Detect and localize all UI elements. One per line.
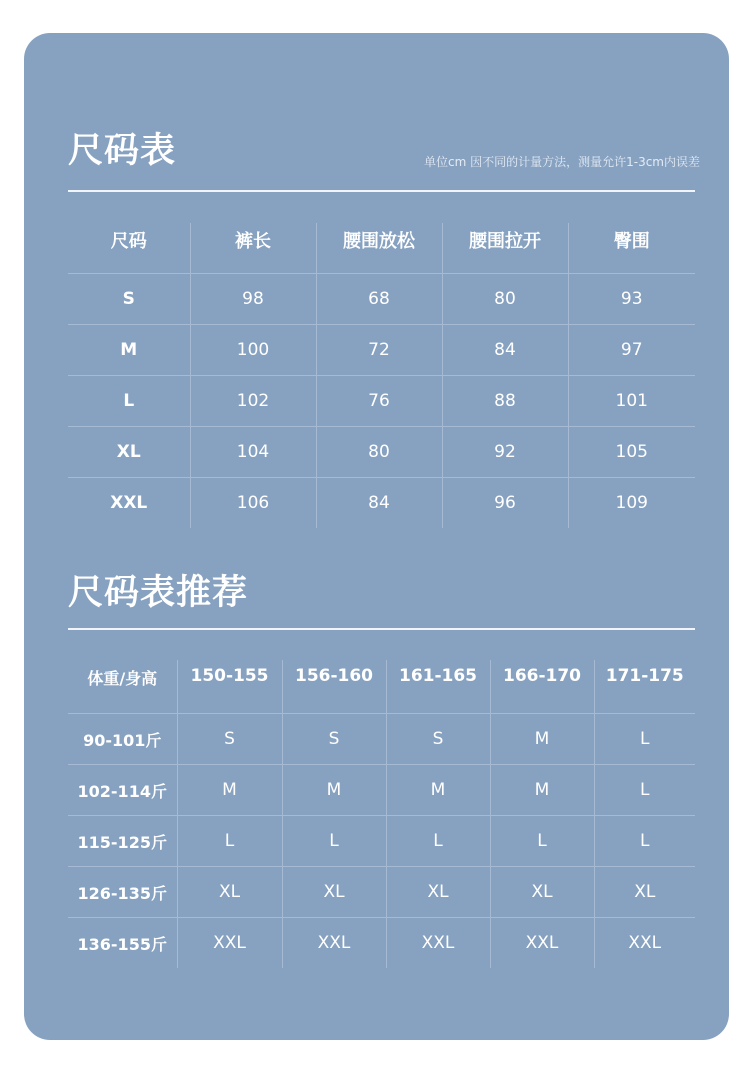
recommended-size-cell: L xyxy=(282,816,386,867)
pants-length-cell: 98 xyxy=(190,274,316,325)
table-row xyxy=(68,274,695,325)
waist-stretched-cell: 96 xyxy=(442,478,568,529)
recommended-size-cell: XXL xyxy=(282,918,386,969)
waist-relaxed-cell: 84 xyxy=(316,478,442,529)
recommend-chart-divider xyxy=(68,628,695,630)
size-chart-header-row xyxy=(68,223,695,274)
size-cell: XL xyxy=(68,427,190,478)
waist-relaxed-cell: 76 xyxy=(316,376,442,427)
recommended-size-cell: XXL xyxy=(490,918,594,969)
pants-length-cell: 106 xyxy=(190,478,316,529)
pants-length-cell: 102 xyxy=(190,376,316,427)
recommended-size-cell: S xyxy=(386,714,490,765)
header-height-range: 166-170 xyxy=(490,660,594,714)
size-cell: L xyxy=(68,376,190,427)
header-waist-stretched: 腰围拉开 xyxy=(442,223,568,274)
weight-range-cell: 136-155斤 xyxy=(68,918,177,969)
table-row xyxy=(68,427,695,478)
table-row xyxy=(68,918,695,969)
table-row xyxy=(68,376,695,427)
recommended-size-cell: XXL xyxy=(594,918,695,969)
recommended-size-cell: M xyxy=(177,765,282,816)
header-height-range: 150-155 xyxy=(177,660,282,714)
weight-range-cell: 102-114斤 xyxy=(68,765,177,816)
size-chart-table xyxy=(68,223,695,528)
recommend-header-row xyxy=(68,660,695,714)
hip-cell: 101 xyxy=(568,376,695,427)
recommended-size-cell: XL xyxy=(594,867,695,918)
recommended-size-cell: L xyxy=(594,765,695,816)
recommended-size-cell: S xyxy=(282,714,386,765)
waist-stretched-cell: 80 xyxy=(442,274,568,325)
waist-stretched-cell: 88 xyxy=(442,376,568,427)
header-size: 尺码 xyxy=(110,231,147,252)
waist-relaxed-cell: 72 xyxy=(316,325,442,376)
recommended-size-cell: L xyxy=(594,714,695,765)
size-chart-divider xyxy=(68,190,695,192)
recommended-size-cell: XXL xyxy=(386,918,490,969)
recommended-size-cell: M xyxy=(490,714,594,765)
recommended-size-cell: L xyxy=(594,816,695,867)
header-pants-length: 裤长 xyxy=(190,223,316,274)
table-row xyxy=(68,867,695,918)
waist-relaxed-cell: 80 xyxy=(316,427,442,478)
size-guide-card xyxy=(24,33,729,1040)
table-row xyxy=(68,765,695,816)
recommended-size-cell: XL xyxy=(490,867,594,918)
hip-cell: 109 xyxy=(568,478,695,529)
header-height-range: 156-160 xyxy=(282,660,386,714)
size-chart-title: 尺码表 xyxy=(68,131,177,171)
size-cell: M xyxy=(68,325,190,376)
recommend-chart-title: 尺码表推荐 xyxy=(68,573,249,613)
hip-cell: 105 xyxy=(568,427,695,478)
table-row xyxy=(68,478,695,529)
recommended-size-cell: S xyxy=(177,714,282,765)
pants-length-cell: 104 xyxy=(190,427,316,478)
waist-stretched-cell: 84 xyxy=(442,325,568,376)
size-cell: S xyxy=(68,274,190,325)
table-row xyxy=(68,816,695,867)
header-height-range: 161-165 xyxy=(386,660,490,714)
recommend-chart-table xyxy=(68,660,695,968)
recommended-size-cell: M xyxy=(490,765,594,816)
size-cell: XXL xyxy=(68,478,190,529)
recommended-size-cell: L xyxy=(177,816,282,867)
recommended-size-cell: XL xyxy=(386,867,490,918)
recommended-size-cell: XXL xyxy=(177,918,282,969)
header-weight-height: 体重/身高 xyxy=(87,669,158,688)
weight-range-cell: 126-135斤 xyxy=(68,867,177,918)
recommended-size-cell: M xyxy=(282,765,386,816)
recommended-size-cell: XL xyxy=(282,867,386,918)
table-row xyxy=(68,714,695,765)
header-hip: 臀围 xyxy=(568,223,695,274)
waist-stretched-cell: 92 xyxy=(442,427,568,478)
recommended-size-cell: L xyxy=(386,816,490,867)
hip-cell: 93 xyxy=(568,274,695,325)
weight-range-cell: 115-125斤 xyxy=(68,816,177,867)
measurement-note: 单位cm 因不同的计量方法，测量允许1-3cm内误差 xyxy=(424,155,700,169)
weight-range-cell: 90-101斤 xyxy=(68,714,177,765)
table-row xyxy=(68,325,695,376)
header-waist-relaxed: 腰围放松 xyxy=(316,223,442,274)
recommended-size-cell: XL xyxy=(177,867,282,918)
hip-cell: 97 xyxy=(568,325,695,376)
recommended-size-cell: M xyxy=(386,765,490,816)
recommended-size-cell: L xyxy=(490,816,594,867)
header-height-range: 171-175 xyxy=(594,660,695,714)
waist-relaxed-cell: 68 xyxy=(316,274,442,325)
pants-length-cell: 100 xyxy=(190,325,316,376)
